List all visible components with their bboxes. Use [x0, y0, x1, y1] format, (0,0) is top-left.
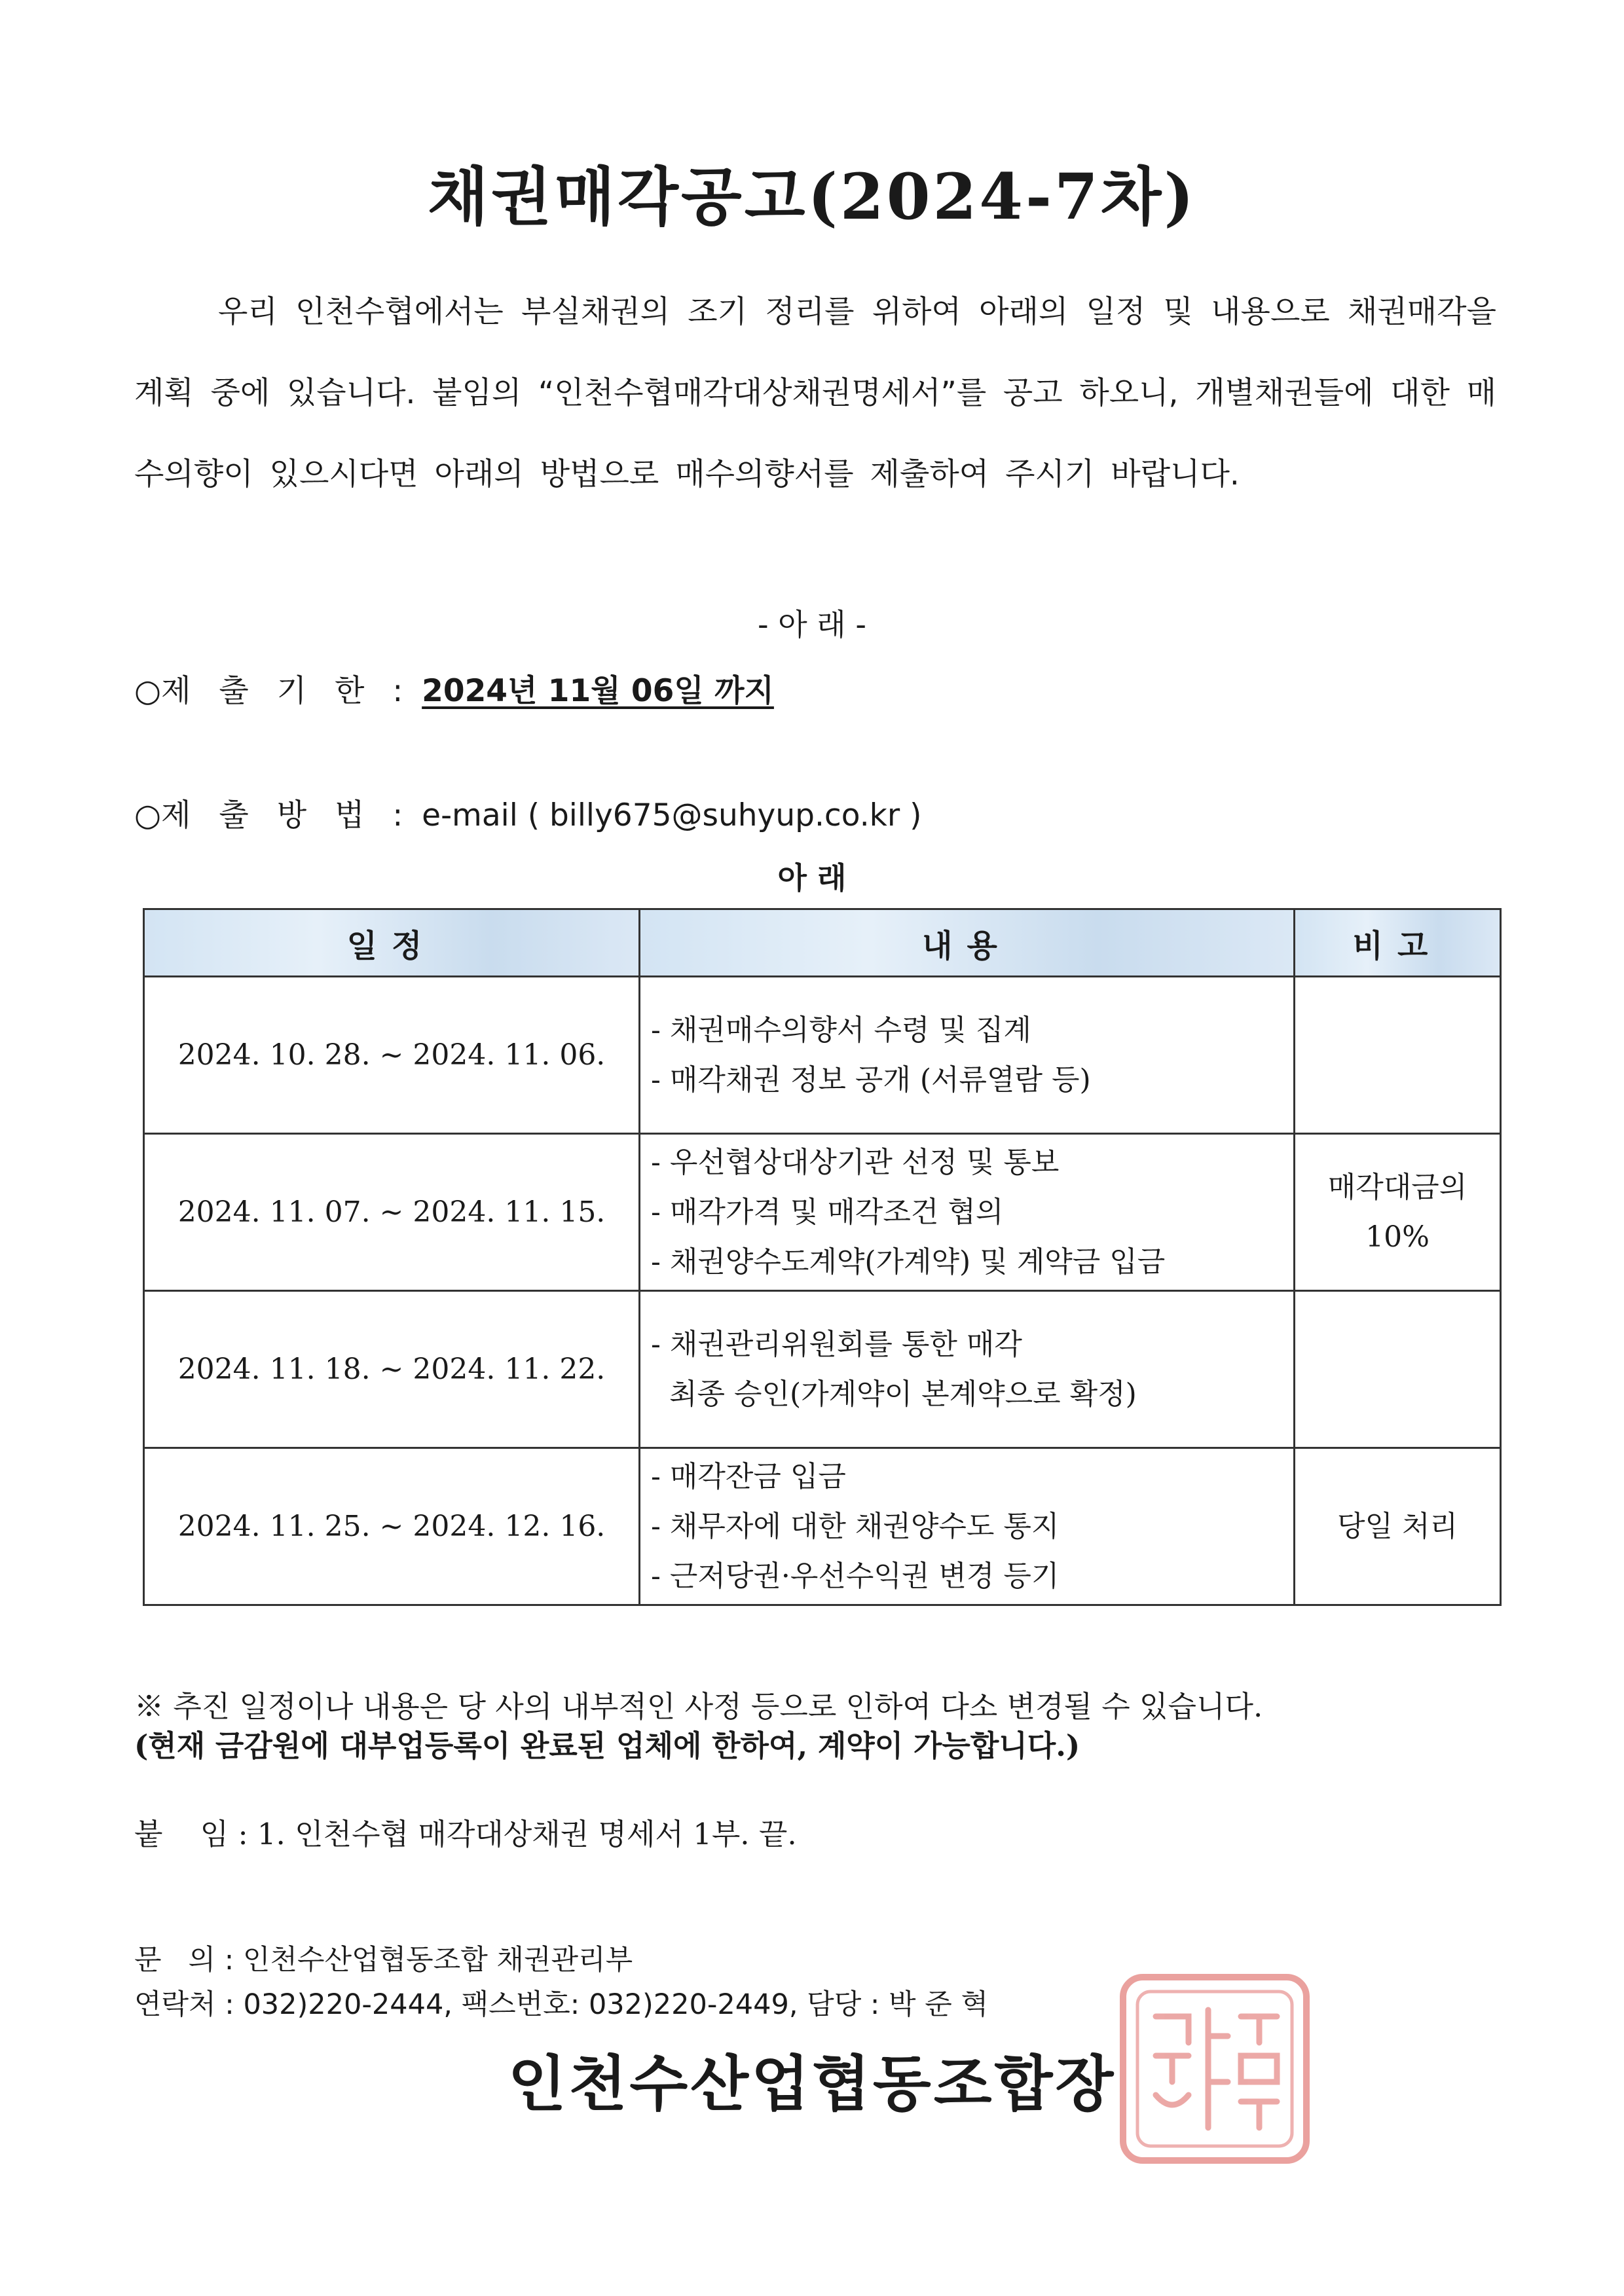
table-row [144, 1291, 1501, 1448]
row-content [640, 1134, 1295, 1291]
content-item: - 채권매수의향서 수령 및 집계 [651, 1013, 1031, 1047]
signer-name: 인천수산업협동조합장 [507, 2049, 1116, 2119]
row-note [1295, 977, 1501, 1134]
method-bullet: ○ [134, 797, 162, 833]
contact-inquiry: 문 의 : 인천수산업협동조합 채권관리부 [134, 1944, 633, 1977]
attachment-line: 붙 임 : 1. 인천수협 매각대상채권 명세서 1부. 끝. [134, 1817, 797, 1851]
content-item: - 채권양수도계약(가계약) 및 계약금 입금 [651, 1245, 1166, 1279]
row-content [640, 1291, 1295, 1448]
deadline-line [134, 666, 774, 710]
content-item: - 매각잔금 입금 [651, 1459, 846, 1493]
row-content [640, 1448, 1295, 1605]
change-notice: ※ 추진 일정이나 내용은 당 사의 내부적인 사정 등으로 인하여 다소 변경될 수 있습니다. [134, 1689, 1263, 1724]
content-item: - 매각가격 및 매각조건 협의 [651, 1195, 1004, 1229]
content-item: 최종 승인(가계약이 본계약으로 확정) [651, 1377, 1137, 1411]
table-row [144, 977, 1501, 1134]
document-title: 채권매각공고(2024-7차) [428, 160, 1196, 234]
content-item: - 채권관리위원회를 통한 매각 [651, 1327, 1022, 1361]
intro-paragraph: 우리 인천수협에서는 부실채권의 조기 정리를 위하여 아래의 일정 및 내용으로 채권매각을 계획 중에 있습니다. 붙임의 “인천수협매각대상채권명세서”를 공고 하오니, 개별채권들에 대한 매수의향이 있으시다면 아래의 방법으로 매수의향서를 제출하여 주시기 바랍니다. [134, 294, 1496, 492]
method-line [134, 791, 921, 835]
contact-phone: 연락처 : 032)220-2444, 팩스번호: 032)220-2449, 담당 : 박 준 혁 [134, 1988, 989, 2021]
table-row [144, 1448, 1501, 1605]
method-value: e-mail ( billy675@suhyup.co.kr ) [422, 797, 922, 833]
schedule-header-row [144, 909, 1501, 977]
schedule-table [143, 908, 1502, 1606]
header-schedule: 일정 [144, 909, 640, 977]
content-item: - 근저당권·우선수익권 변경 등기 [651, 1559, 1060, 1593]
row-note: 매각대금의 10% [1295, 1134, 1501, 1291]
row-date: 2024. 11. 07. ~ 2024. 11. 15. [144, 1134, 640, 1291]
deadline-label: 제 출 기 한 : [161, 673, 413, 709]
row-date: 2024. 10. 28. ~ 2024. 11. 06. [144, 977, 640, 1134]
row-note: 당일 처리 [1295, 1448, 1501, 1605]
row-date: 2024. 11. 18. ~ 2024. 11. 22. [144, 1291, 640, 1448]
deadline-bullet: ○ [134, 673, 162, 709]
registration-notice: (현재 금감원에 대부업등록이 완료된 업체에 한하여, 계약이 가능합니다.) [134, 1728, 1080, 1763]
header-content: 내용 [640, 909, 1295, 977]
header-note: 비고 [1295, 909, 1501, 977]
method-label: 제 출 방 법 : [161, 797, 413, 833]
row-content [640, 977, 1295, 1134]
deadline-value: 2024년 11월 06일 까지 [422, 673, 774, 709]
row-date: 2024. 11. 25. ~ 2024. 12. 16. [144, 1448, 640, 1605]
content-item: - 매각채권 정보 공개 (서류열람 등) [651, 1063, 1091, 1097]
row-note [1295, 1291, 1501, 1448]
content-item: - 채무자에 대한 채권양수도 통지 [651, 1509, 1060, 1543]
table-caption: 아 래 [777, 860, 847, 896]
content-item: - 우선협상대상기관 선정 및 통보 [651, 1145, 1060, 1179]
below-heading: - 아 래 - [758, 607, 866, 642]
table-row [144, 1134, 1501, 1291]
